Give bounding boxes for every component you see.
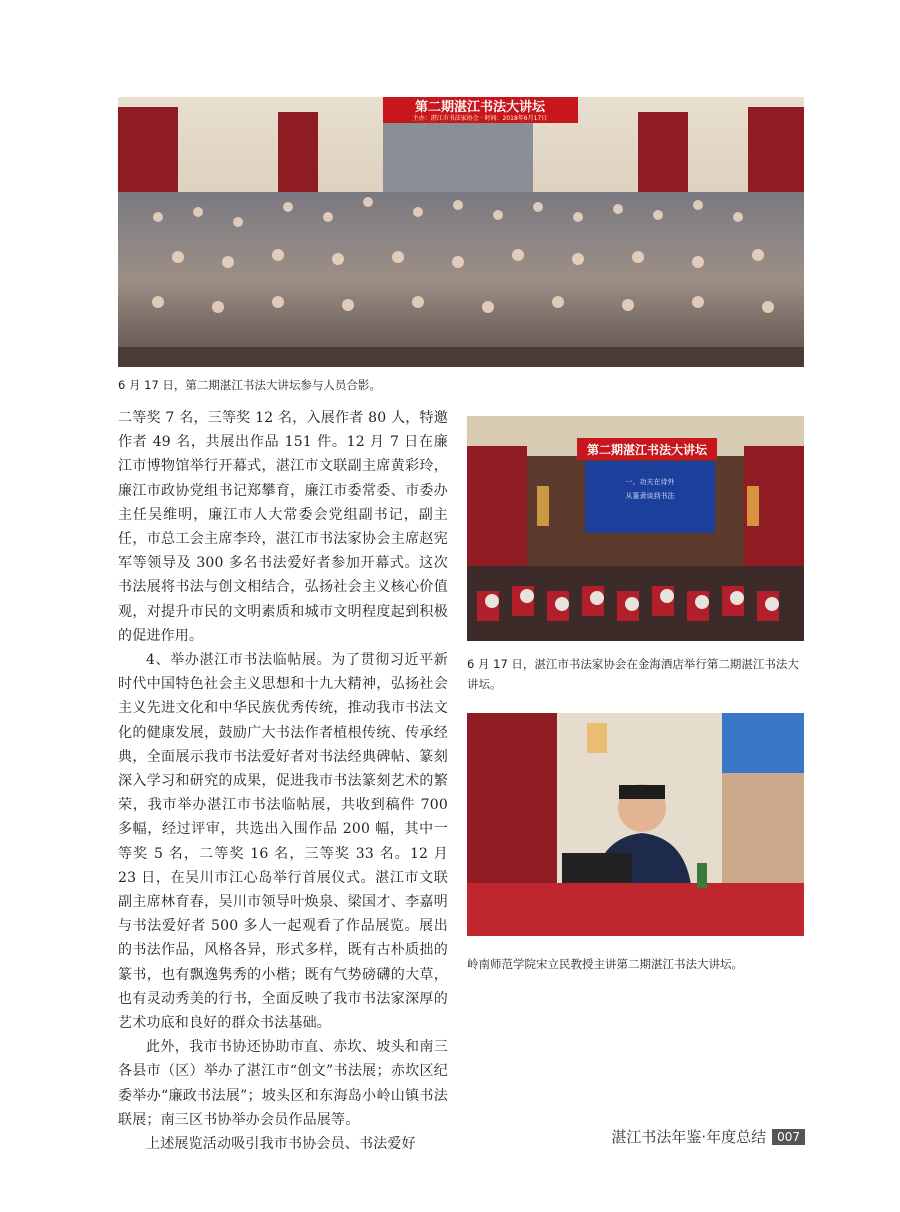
speaker-caption: 岭南师范学院宋立民教授主讲第二期湛江书法大讲坛。	[467, 957, 743, 971]
paragraph-1: 二等奖 7 名，三等奖 12 名，入展作者 80 人，特邀作者 49 名，共展出作品 151 件。12 月 7 日在廉江市博物馆举行开幕式，湛江市文联副主席黄彩玲，廉江市政协党组书记郑攀育，廉江市委常委、市委办主任吴维明，廉江市人大常委会党组副书记，副主任，市总工会主席李玲，湛江市书法家协会主席赵宪军等领导及 300 多名书法爱好者参加开幕式。这次书法展将书法与创文相结合，弘扬社会主义核心价值观，对提升市民的文明素质和城市文明程度起到积极的促进作用。	[118, 410, 448, 644]
footer-title: 湛江书法年鉴·年度总结	[611, 1128, 767, 1146]
lectern-table	[467, 883, 804, 936]
banner-subtitle: 主办：湛江市书法家协会 · 时间：2018年6月17日	[412, 115, 548, 122]
screen-line-2: 从篆隶谈到书法	[625, 492, 675, 500]
paragraph-4: 上述展览活动吸引我市书协会员、书法爱好	[146, 1136, 416, 1153]
screen-line-1: 一、功夫在诗外	[625, 478, 675, 486]
group-photo	[118, 97, 804, 367]
group-photo-illustration	[118, 97, 804, 367]
lecture-hall-caption: 6 月 17 日，湛江市书法家协会在金海酒店举行第二期湛江书法大讲坛。	[467, 657, 799, 691]
page-number: 007	[772, 1129, 805, 1145]
lecture-hall-illustration	[467, 416, 804, 641]
speaker-photo	[467, 713, 804, 936]
hall-banner-title: 第二期湛江书法大讲坛	[586, 443, 708, 457]
article-body	[118, 406, 448, 1156]
lecture-hall-photo	[467, 416, 804, 641]
paragraph-2: 4、举办湛江市书法临帖展。为了贯彻习近平新时代中国特色社会主义思想和十九大精神，弘扬社会主义先进文化和中华民族优秀传统，推动我市书法文化的健康发展，鼓励广大书法作者植根传统、传承经典，全面展示我市书法爱好者对书法经典碑帖、篆刻深入学习和研究的成果，促进我市书法篆刻艺术的繁荣，我市举办湛江市书法临帖展，共收到稿件 700 多幅，经过评审，共选出入围作品 200 幅，其中一等奖 5 名，二等奖 16 名，三等奖 33 名。12 月 23 日，在吴川市江心岛举行首展仪式。湛江市文联副主席林育春，吴川市领导叶焕泉、梁国才、李嘉明与书法爱好者 500 多人一起观看了作品展览。展出的书法作品，风格各异，形式多样，既有古朴质拙的篆书，也有飘逸隽秀的小楷；既有气势磅礴的大草，也有灵动秀美的行书，全面反映了我市书法家深厚的艺术功底和良好的群众书法基础。	[118, 652, 448, 1032]
page-footer	[611, 1126, 805, 1147]
banner-title: 第二期湛江书法大讲坛	[414, 100, 546, 115]
paragraph-3: 此外，我市书协还协助市直、赤坎、坡头和南三各县市（区）举办了湛江市“创文”书法展；赤坎区纪委举办“廉政书法展”；坡头区和东海岛小岭山镇书法联展；南三区书协举办会员作品展等。	[118, 1039, 448, 1128]
group-photo-caption: 6 月 17 日，第二期湛江书法大讲坛参与人员合影。	[118, 378, 381, 392]
speaker-illustration	[467, 713, 804, 936]
